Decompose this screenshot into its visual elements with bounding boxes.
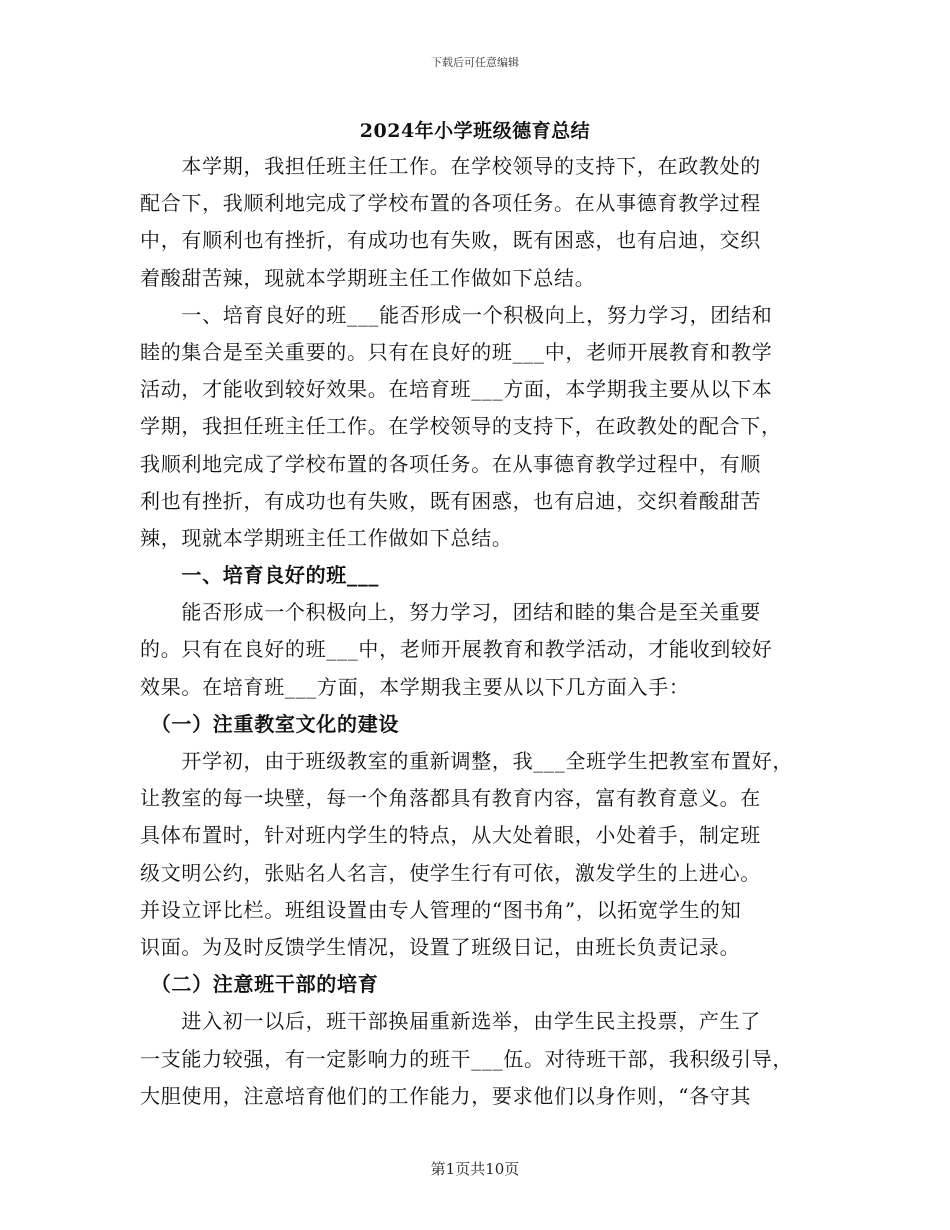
body-line: 一支能力较强，有一定影响力的班干___伍。对待班干部，我积级引导， [140,1046,794,1071]
section-heading: （一）注重教室文化的建设 [140,711,400,736]
body-line: 级文明公约，张贴名人名言，使学生行有可依，激发学生的上进心。 [140,860,761,885]
body-line: 着酸甜苦辣，现就本学期班主任工作做如下总结。 [140,265,596,290]
body-line: 效果。在培育班___方面，本学期我主要从以下几方面入手： [140,674,690,699]
section-heading: 一、培育良好的班___ [140,563,380,588]
body-line: 让教室的每一块壁，每一个角落都具有教育内容，富有教育意义。在 [140,786,761,811]
body-line: 利也有挫折，有成功也有失败，既有困惑，也有启迪，交织着酸甜苦 [140,488,761,513]
body-line: 具体布置时，针对班内学生的特点，从大处着眼，小处着手，制定班 [140,823,761,848]
body-line: 睦的集合是至关重要的。只有在良好的班___中，老师开展教育和教学 [140,339,773,364]
document-title: 2024年小学班级德育总结 [359,120,591,142]
body-line: 本学期，我担任班主任工作。在学校领导的支持下，在政教处的 [140,154,761,178]
section-heading: （二）注意班干部的培育 [140,972,379,997]
body-line: 活动，才能收到较好效果。在培育班___方面，本学期我主要从以下本 [140,377,773,402]
body-line: 能否形成一个积极向上，努力学习，团结和睦的集合是至关重要 [140,600,761,625]
body-line: 的。只有在良好的班___中，老师开展教育和教学活动，才能收到较好 [140,637,773,662]
body-line: 学期，我担任班主任工作。在学校领导的支持下，在政教处的配合下， [140,414,782,439]
body-line: 中，有顺利也有挫折，有成功也有失败，既有困惑，也有启迪，交织 [140,228,761,253]
body-line: 配合下，我顺利地完成了学校布置的各项任务。在从事德育教学过程 [140,191,761,216]
body-line: 大胆使用，注意培育他们的工作能力，要求他们以身作则，“各守其 [140,1083,752,1108]
body-line: 开学初，由于班级教室的重新调整，我___全班学生把教室布置好， [140,749,794,773]
body-line: 识面。为及时反馈学生情况，设置了班级日记，由班长负责记录。 [140,934,741,959]
body-line: 我顺利地完成了学校布置的各项任务。在从事德育教学过程中，有顺 [140,451,761,476]
header-note: 下载后可任意编辑 [431,56,519,69]
page-number: 第1页共10页 [430,1160,520,1178]
document-body [140,148,808,1115]
body-line: 进入初一以后，班干部换届重新选举，由学生民主投票，产生了 [140,1009,761,1034]
body-line: 辣，现就本学期班主任工作做如下总结。 [140,525,513,550]
body-line: 一、培育良好的班___能否形成一个积极向上，努力学习，团结和 [140,302,773,327]
body-line: 并设立评比栏。班组设置由专人管理的“图书角”，以拓宽学生的知 [140,897,742,922]
